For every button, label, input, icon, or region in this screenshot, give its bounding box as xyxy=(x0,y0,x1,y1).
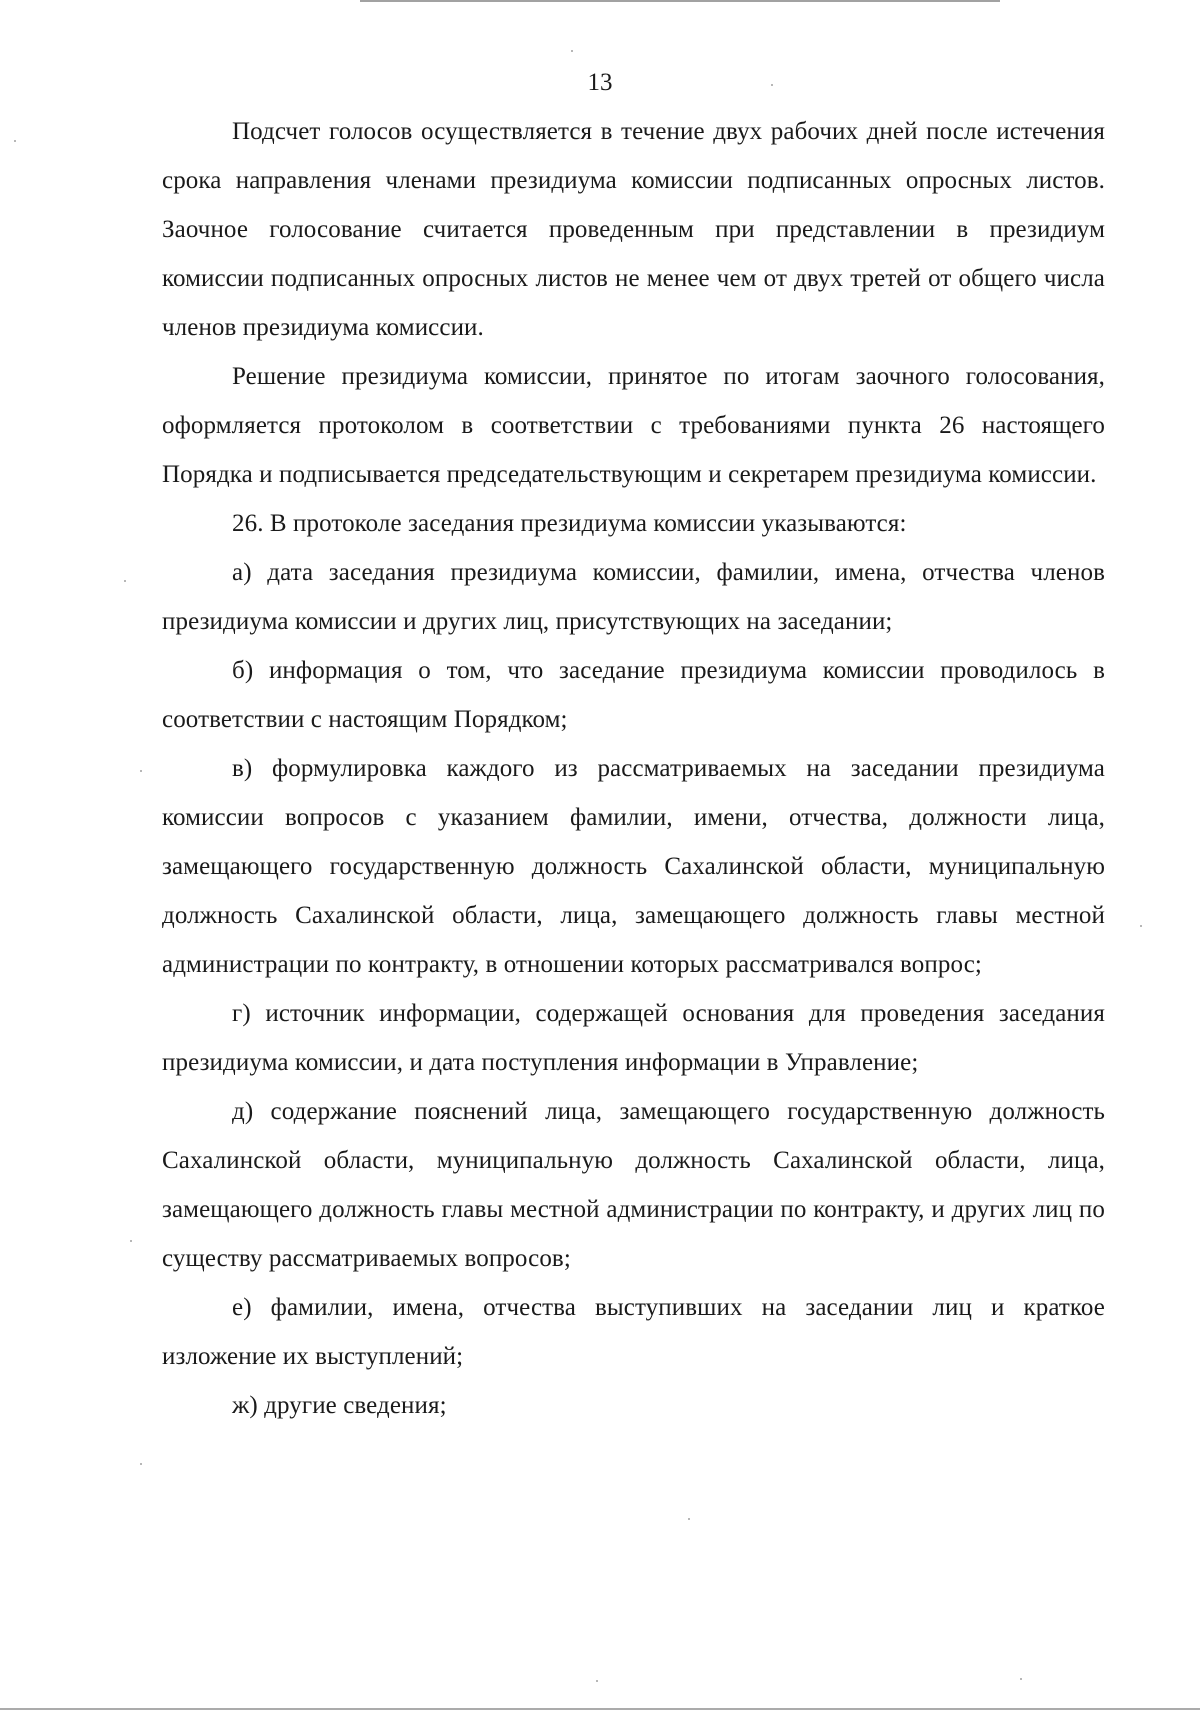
scan-speck xyxy=(771,84,773,86)
scan-speck xyxy=(130,1240,132,1242)
list-item-v: в) формулировка каждого из рассматриваемых на заседании президиума комиссии вопросов с указанием фамилии, имени, отчества, должности лица, замещающего государственную должность Сахалинской области, муниципальную должность Сахалинской области, лица, замещающего должность главы местной администрации по контракту, в отношении которых рассматривался вопрос; xyxy=(162,755,1105,978)
scan-speck xyxy=(571,50,573,52)
bottom-scan-edge-line xyxy=(0,1708,1200,1710)
list-item-b: б) информация о том, что заседание президиума комиссии проводилось в соответствии с настоящим Порядком; xyxy=(162,657,1105,733)
scan-speck xyxy=(140,770,142,772)
list-item-zh: ж) другие сведения; xyxy=(232,1392,447,1419)
scan-speck xyxy=(1020,1678,1022,1680)
scan-speck xyxy=(688,1518,690,1520)
paragraph-decision: Решение президиума комиссии, принятое по итогам заочного голосования, оформляется протоколом в соответствии с требованиями пункта 26 настоящего Порядка и подписывается председательствующим и секретарем президиума комиссии. xyxy=(162,363,1105,488)
top-scan-edge-line xyxy=(360,0,1000,2)
paragraph-item-26: 26. В протоколе заседания президиума комиссии указываются: xyxy=(232,510,907,537)
document-body xyxy=(162,107,1105,1430)
list-item-g: г) источник информации, содержащей основания для проведения заседания президиума комиссии, и дата поступления информации в Управление; xyxy=(162,1000,1105,1076)
scan-speck xyxy=(124,580,126,582)
list-item-d: д) содержание пояснений лица, замещающего государственную должность Сахалинской области, муниципальную должность Сахалинской области, лица, замещающего должность главы местной администрации по контракту, и других лиц по существу рассматриваемых вопросов; xyxy=(162,1098,1105,1272)
scan-speck xyxy=(596,1680,598,1682)
page-number: 13 xyxy=(587,69,613,96)
paragraph-vote-count: Подсчет голосов осуществляется в течение двух рабочих дней после истечения срока направления членами президиума комиссии подписанных опросных листов. Заочное голосование считается проведенным при представлении в президиум комиссии подписанных опросных листов не менее чем от двух третей от общего числа членов президиума комиссии. xyxy=(162,118,1105,341)
scan-speck xyxy=(1140,925,1142,927)
list-item-e: е) фамилии, имена, отчества выступивших на заседании лиц и краткое изложение их выступлений; xyxy=(162,1294,1105,1370)
scan-speck xyxy=(140,1463,142,1465)
scan-speck xyxy=(14,140,16,142)
list-item-a: а) дата заседания президиума комиссии, фамилии, имена, отчества членов президиума комиссии и других лиц, присутствующих на заседании; xyxy=(162,559,1105,635)
